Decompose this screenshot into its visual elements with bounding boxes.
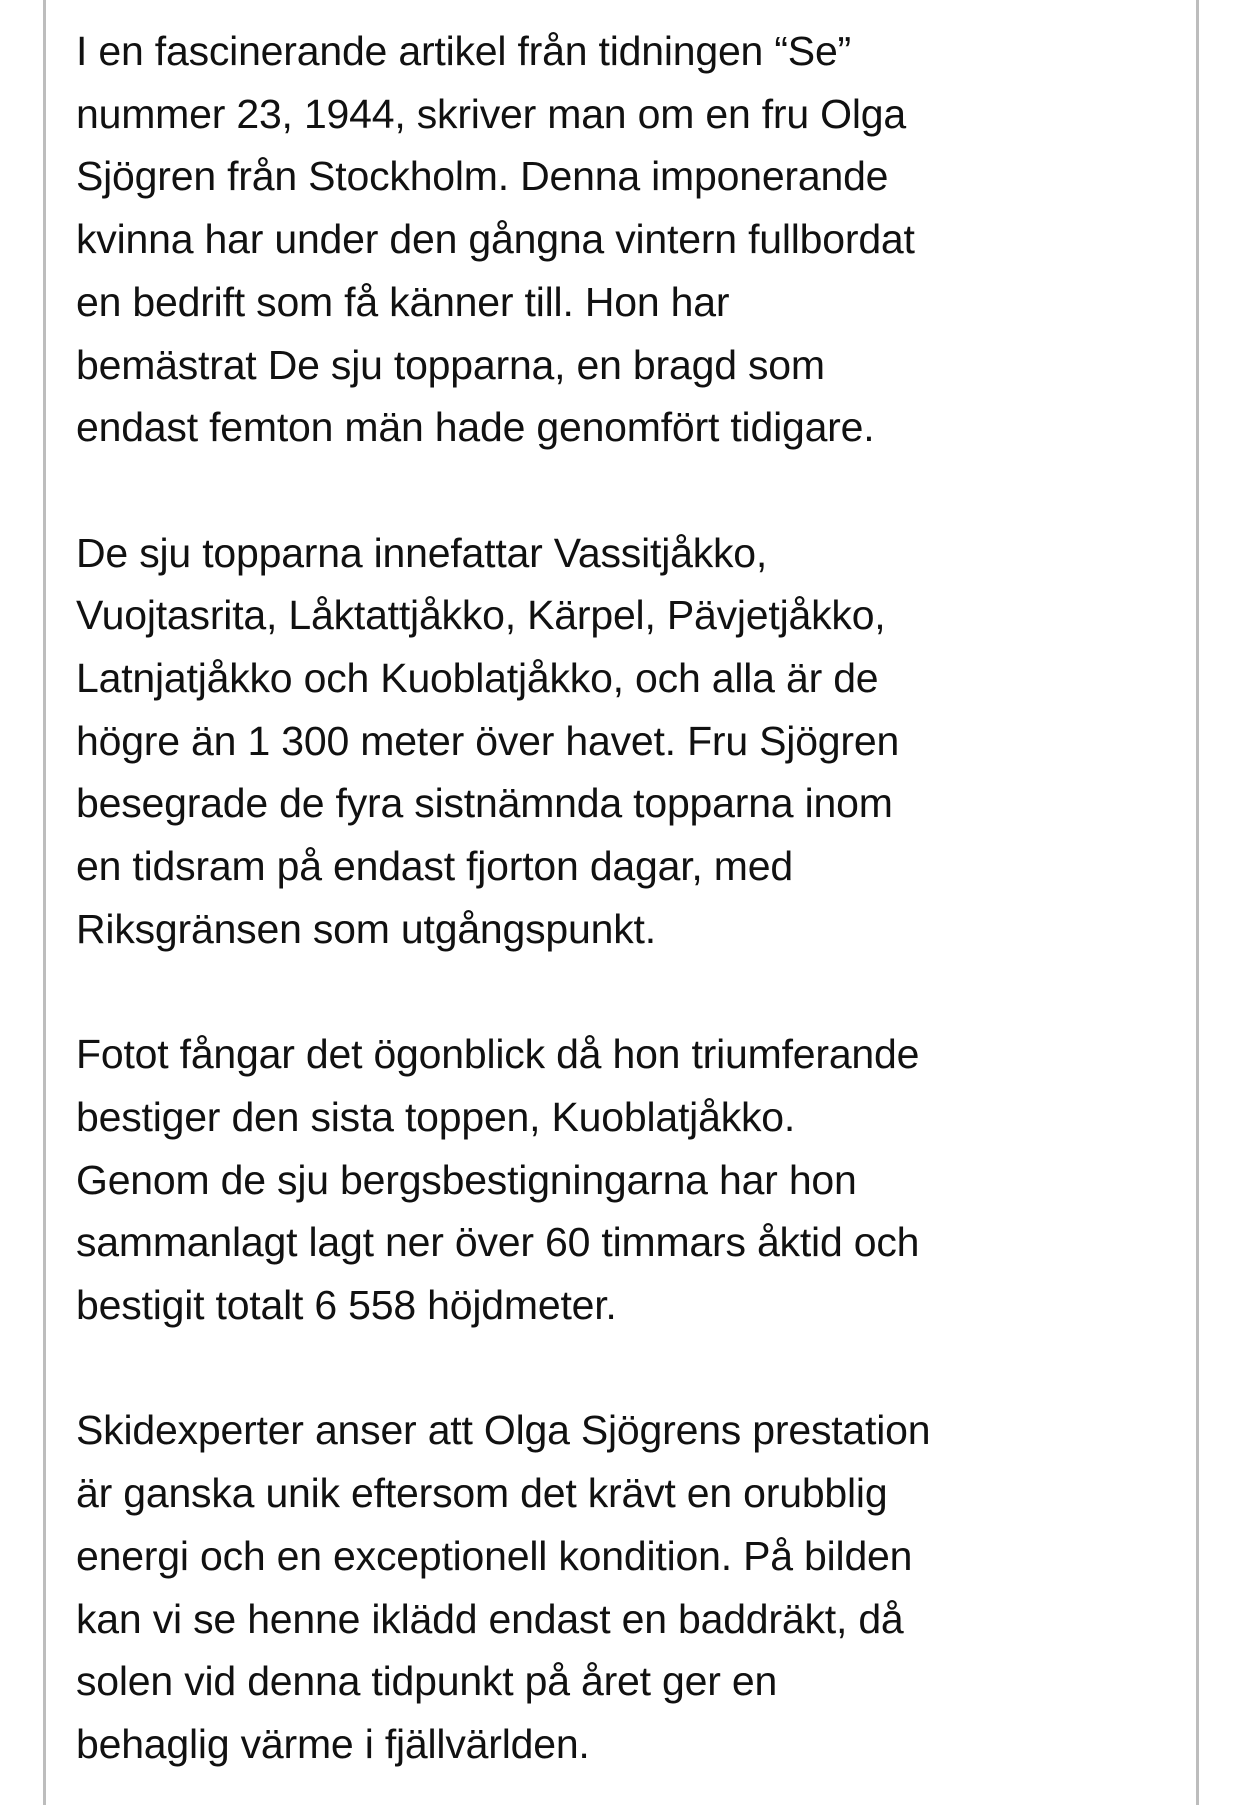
text-line: bestiger den sista toppen, Kuoblatjåkko. (76, 1093, 796, 1140)
text-line: Riksgränsen som utgångspunkt. (76, 905, 656, 952)
text-line: Fotot fångar det ögonblick då hon triumferande (76, 1031, 920, 1078)
text-line: kvinna har under den gångna vintern fullbordat (76, 216, 915, 263)
text-line: endast femton män hade genomfört tidigare. (76, 404, 875, 451)
text-line: I en fascinerande artikel från tidningen “Se” (76, 28, 852, 74)
left-divider (43, 0, 46, 1805)
paragraph-1 (76, 20, 1186, 459)
text-line: bemästrat De sju topparna, en bragd som (76, 341, 825, 388)
text-line: sammanlagt lagt ner över 60 timmars åktid och (76, 1219, 920, 1266)
text-line: De sju topparna innefattar Vassitjåkko, (76, 529, 768, 576)
text-line: energi och en exceptionell kondition. På bilden (76, 1532, 913, 1579)
paragraph-2 (76, 522, 1186, 961)
text-line: är ganska unik eftersom det krävt en orubblig (76, 1470, 888, 1517)
text-line: kan vi se henne iklädd endast en baddräkt, då (76, 1595, 904, 1642)
text-line: Genom de sju bergsbestigningarna har hon (76, 1156, 857, 1203)
text-line: Vuojtasrita, Låktattjåkko, Kärpel, Pävjetjåkko, (76, 592, 886, 639)
text-line: behaglig värme i fjällvärlden. (76, 1720, 590, 1767)
right-divider (1196, 0, 1199, 1805)
paragraph-3 (76, 1023, 1186, 1337)
text-line: Latnjatjåkko och Kuoblatjåkko, och alla är de (76, 655, 879, 702)
text-line: en bedrift som få känner till. Hon har (76, 278, 730, 325)
text-line: besegrade de fyra sistnämnda topparna inom (76, 780, 893, 827)
text-line: en tidsram på endast fjorton dagar, med (76, 843, 793, 890)
paragraph-4 (76, 1399, 1186, 1775)
text-line: Skidexperter anser att Olga Sjögrens prestation (76, 1407, 931, 1454)
text-line: Sjögren från Stockholm. Denna imponerande (76, 153, 889, 200)
text-line: högre än 1 300 meter över havet. Fru Sjögren (76, 717, 900, 764)
text-line: solen vid denna tidpunkt på året ger en (76, 1658, 778, 1705)
article-text (76, 20, 1186, 1776)
text-line: nummer 23, 1944, skriver man om en fru Olga (76, 90, 906, 137)
text-line: bestigit totalt 6 558 höjdmeter. (76, 1282, 617, 1329)
